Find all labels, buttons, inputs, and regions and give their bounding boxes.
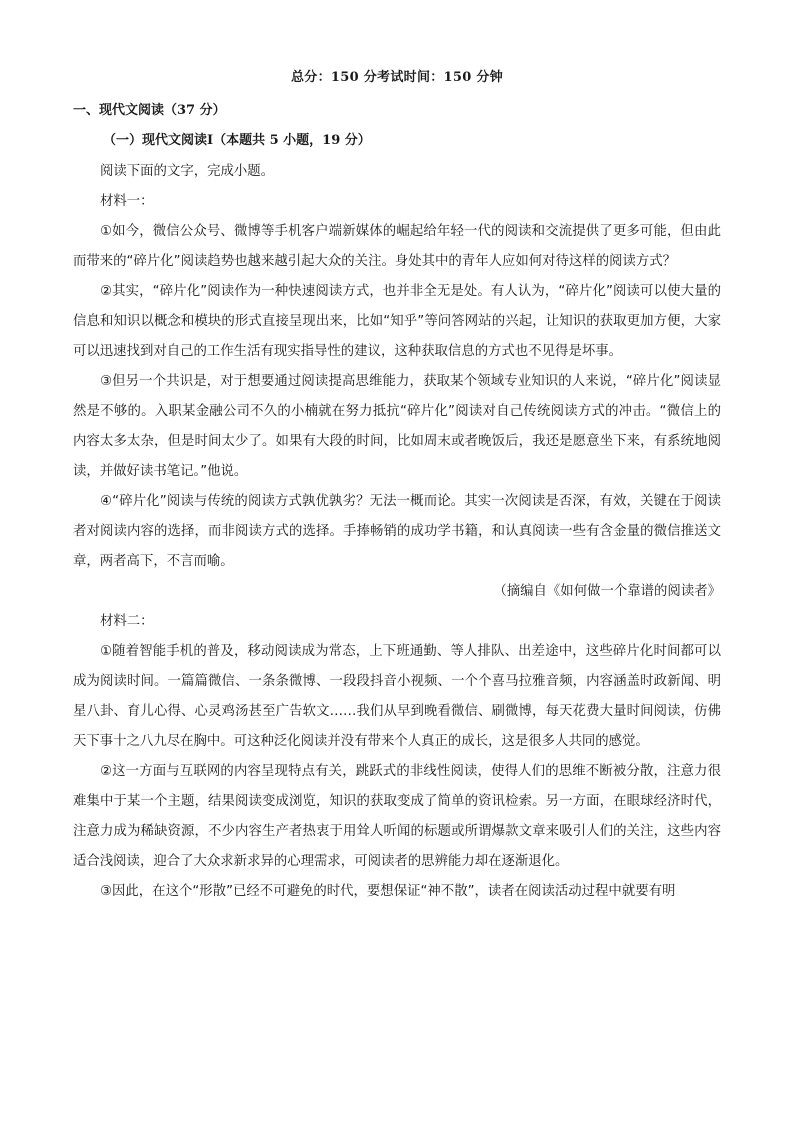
material-one-paragraph-1: ①如今，微信公众号、微博等手机客户端新媒体的崛起给年轻一代的阅读和交流提供了更多可能，但由此而带来的“碎片化”阅读趋势也越来越引起大众的关注。身处其中的青年人应如何对待这样的阅读方式？ — [73, 224, 721, 269]
section-title: 一、现代文阅读（37 分） — [73, 103, 226, 118]
material-two-paragraph-2: ②这一方面与互联网的内容呈现特点有关，跳跃式的非线性阅读，使得人们的思维不断被分散，注意力很难集中于某一个主题，结果阅读变成浏览，知识的获取变成了简单的资讯检索。另一方面，在眼球经济时代，注意力成为稀缺资源，不少内容生产者热衷于用耸人听闻的标题或所谓爆款文章来吸引人们的关注，这些内容适合浅阅读，迎合了大众求新求异的心理需求，可阅读者的思辨能力却在逐渐退化。 — [73, 764, 721, 869]
material-one-paragraph-3: ③但另一个共识是，对于想要通过阅读提高思维能力，获取某个领域专业知识的人来说，“碎片化”阅读显然是不够的。入职某金融公司不久的小楠就在努力抵抗“碎片化”阅读对自己传统阅读方式的冲击。“微信上的内容太多太杂，但是时间太少了。如果有大段的时间，比如周末或者晚饭后，我还是愿意坐下来，有系统地阅读，并做好读书笔记。”他说。 — [73, 374, 721, 479]
subsection-title: （一）现代文阅读Ⅰ（本题共 5 小题，19 分） — [103, 133, 371, 148]
instruction-text: 阅读下面的文字，完成小题。 — [100, 164, 275, 179]
material-one-paragraph-2: ②其实，“碎片化”阅读作为一种快速阅读方式，也并非全无是处。有人认为，“碎片化”阅读可以使大量的信息和知识以概念和模块的形式直接呈现出来，比如“知乎”等问答网站的兴起，让知识的获取更加方便，大家可以迅速找到对自己的工作生活有现实指导性的建议，这种获取信息的方式也不见得是坏事。 — [73, 284, 721, 359]
material-one-paragraph-4: ④“碎片化”阅读与传统的阅读方式孰优孰劣？无法一概而论。其实一次阅读是否深，有效，关键在于阅读者对阅读内容的选择，而非阅读方式的选择。手捧畅销的成功学书籍，和认真阅读一些有含金量的微信推送文章，两者高下，不言而喻。 — [73, 494, 721, 569]
material-two-label: 材料二： — [100, 614, 154, 629]
material-two-paragraph-1: ①随着智能手机的普及，移动阅读成为常态，上下班通勤、等人排队、出差途中，这些碎片化时间都可以成为阅读时间。一篇篇微信、一条条微博、一段段抖音小视频、一个个喜马拉雅音频，内容涵盖时政新闻、明星八卦、育儿心得、心灵鸡汤甚至广告软文……我们从早到晚看微信、刷微博，每天花费大量时间阅读，仿佛天下事十之八九尽在胸中。可这种泛化阅读并没有带来个人真正的成长，这是很多人共同的感觉。 — [73, 644, 721, 749]
material-one-source: （摘编自《如何做一个靠谱的阅读者》 — [493, 584, 721, 599]
reading-passage — [73, 157, 721, 907]
material-two-paragraph-3: ③因此，在这个“形散”已经不可避免的时代，要想保证“神不散”，读者在阅读活动过程中就要有明 — [100, 884, 676, 899]
material-one-label: 材料一： — [100, 194, 154, 209]
exam-header: 总分：150 分考试时间：150 分钟 — [290, 70, 504, 85]
